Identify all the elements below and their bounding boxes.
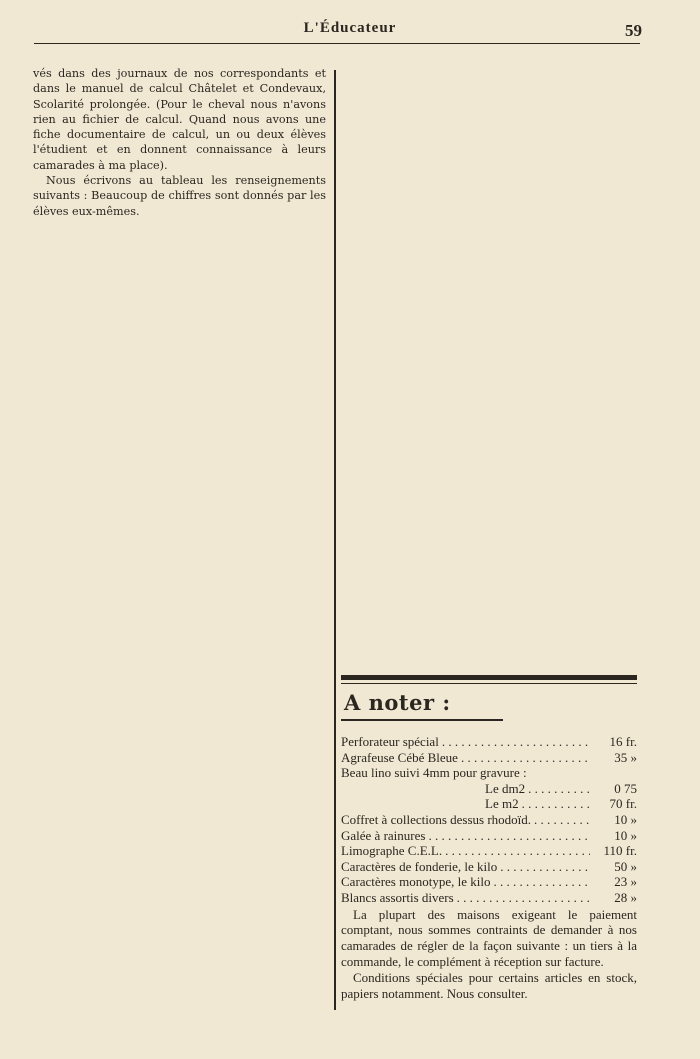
box-top-thick-rule (341, 675, 637, 680)
item-price: 10 » (614, 827, 637, 843)
left-paragraph-2: Nous écrivons au tableau les renseignements suivants : Beaucoup de chiffres sont donnés par les élèves eux-mêmes. (33, 174, 326, 218)
price-row (341, 796, 637, 812)
item-label: Agrafeuse Cébé Bleue (341, 749, 458, 765)
item-price: 0 75 (614, 780, 637, 796)
leader-dots (534, 812, 590, 828)
item-label: Blancs assortis divers (341, 889, 454, 905)
leader-dots (428, 828, 590, 844)
page-number: 59 (625, 21, 642, 40)
price-row (341, 828, 637, 844)
price-row (341, 859, 637, 875)
leader-dots (528, 781, 590, 797)
item-price: 110 fr. (603, 843, 637, 859)
title-underline (341, 719, 503, 721)
item-label: Le dm2 (485, 780, 526, 796)
item-price: 50 » (614, 858, 637, 874)
leader-dots (522, 796, 590, 812)
price-list (341, 734, 637, 906)
item-price: 10 » (614, 811, 637, 827)
item-label: Caractères de fonderie, le kilo (341, 858, 498, 874)
left-column-text (33, 66, 326, 219)
leader-dots (461, 750, 590, 766)
column-divider (334, 70, 336, 1010)
item-price: 23 » (614, 874, 637, 890)
item-label: Perforateur spécial (341, 734, 439, 749)
payment-terms-paragraph: La plupart des maisons exigeant le paiement comptant, nous sommes contraints de demander à nos camarades de régler de la façon suivante : un tiers à la commande, le complément à réception sur facture. (341, 906, 637, 969)
item-label: Caractères monotype, le kilo (341, 874, 491, 890)
price-row (341, 843, 637, 859)
price-row (341, 890, 637, 906)
price-row-heading (341, 765, 637, 781)
box-top-thin-rule (341, 683, 637, 684)
item-label: Beau lino suivi 4mm pour gravure : (341, 765, 527, 781)
a-noter-title: A noter : (344, 690, 451, 715)
item-price: 16 fr. (609, 734, 637, 749)
leader-dots (500, 859, 590, 875)
header-rule (34, 43, 640, 44)
item-label: Galée à rainures (341, 827, 426, 843)
item-label: Coffret à collections dessus rhodoïd. (341, 811, 532, 827)
leader-dots (493, 874, 590, 890)
price-row (341, 812, 637, 828)
item-price: 28 » (614, 889, 637, 905)
item-price: 70 fr. (609, 796, 637, 812)
leader-dots (442, 734, 590, 750)
running-header-title: L'Éducateur (303, 20, 397, 36)
leader-dots (457, 890, 590, 906)
leader-dots (445, 843, 590, 859)
special-conditions-paragraph: Conditions spéciales pour certains articles en stock, papiers notamment. Nous consulter. (341, 969, 637, 1001)
price-row (341, 874, 637, 890)
a-noter-box (341, 675, 637, 1001)
left-paragraph-1: vés dans des journaux de nos correspondants et dans le manuel de calcul Châtelet et Condevaux, Scolarité prolongée. (Pour le cheval nous n'avons rien au fichier de calcul. Quand nous avons une fiche documentaire de calcul, un ou deux élèves l'étudient et en donnent connaissance à leurs camarades à ma place). (33, 67, 326, 172)
item-label: Limographe C.E.L. (341, 843, 443, 859)
price-row (341, 781, 637, 797)
item-price: 35 » (614, 749, 637, 765)
price-row (341, 734, 637, 750)
price-row (341, 750, 637, 766)
item-label: Le m2 (485, 796, 519, 812)
